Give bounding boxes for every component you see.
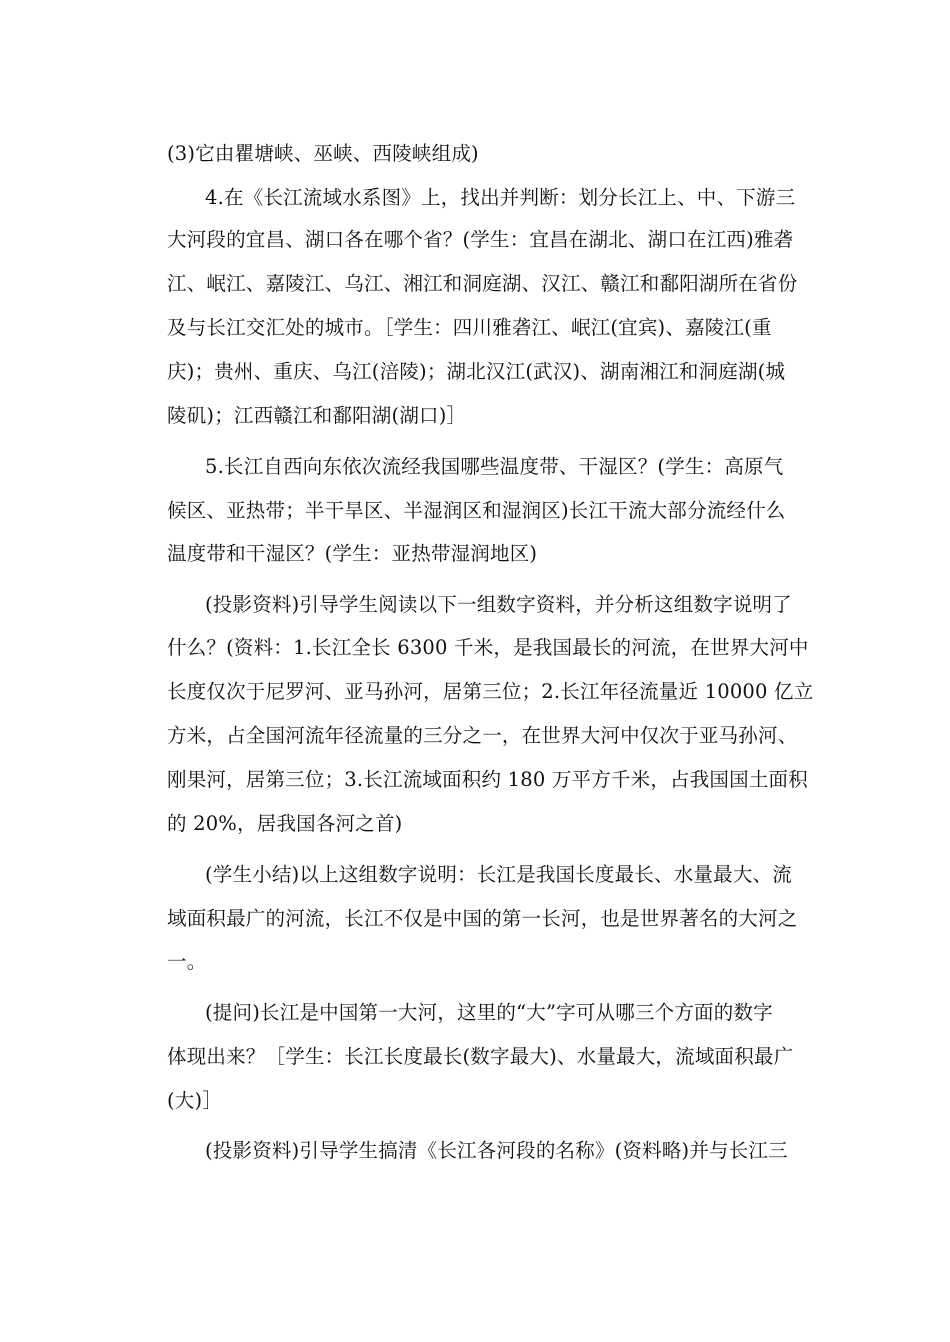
text-line-2: 4.在《长江流域水系图》上，找出并判断：划分长江上、中、下游三 xyxy=(205,186,796,209)
text-line-7: 陵矶)；江西赣江和鄱阳湖(湖口)］ xyxy=(167,404,467,427)
text-line-14: 方米，占全国河流年径流量的三分之一，在世界大河中仅次于亚马孙河、 xyxy=(167,724,798,747)
text-line-15: 刚果河，居第三位；3.长江流域面积约 180 万平方千米，占我国国土面积 xyxy=(167,768,808,791)
text-line-3: 大河段的宜昌、湖口各在哪个省？(学生：宜昌在湖北、湖口在江西)雅砻 xyxy=(167,228,794,251)
text-line-8: 5.长江自西向东依次流经我国哪些温度带、干湿区？(学生：高原气 xyxy=(205,455,784,478)
text-line-9: 候区、亚热带；半干旱区、半湿润区和湿润区)长江干流大部分流经什么 xyxy=(167,499,786,522)
text-line-13: 长度仅次于尼罗河、亚马孙河，居第三位；2.长江年径流量近 10000 亿立 xyxy=(167,680,814,703)
text-line-4: 江、岷江、嘉陵江、乌江、湘江和洞庭湖、汉江、赣江和鄱阳湖所在省份 xyxy=(167,272,798,295)
text-line-17: (学生小结)以上这组数字说明：长江是我国长度最长、水量最大、流 xyxy=(205,863,792,886)
text-line-18: 域面积最广的河流，长江不仅是中国的第一长河，也是世界著名的大河之 xyxy=(167,907,798,930)
text-line-23: (投影资料)引导学生搞清《长江各河段的名称》(资料略)并与长江三 xyxy=(205,1139,788,1162)
text-line-20: (提问)长江是中国第一大河，这里的“大”字可从哪三个方面的数字 xyxy=(205,1001,773,1024)
text-line-1: (3)它由瞿塘峡、巫峡、西陵峡组成) xyxy=(167,142,479,165)
text-line-6: 庆)；贵州、重庆、乌江(涪陵)；湖北汉江(武汉)、湖南湘江和洞庭湖(城 xyxy=(167,360,786,383)
text-line-22: (大)］ xyxy=(167,1089,223,1112)
text-line-16: 的 20%，居我国各河之首) xyxy=(167,812,403,835)
text-line-5: 及与长江交汇处的城市。［学生：四川雅砻江、岷江(宜宾)、嘉陵江(重 xyxy=(167,316,772,339)
text-line-12: 什么？(资料：1.长江全长 6300 千米，是我国最长的河流，在世界大河中 xyxy=(167,636,809,659)
text-line-19: 一。 xyxy=(167,950,207,973)
text-line-10: 温度带和干湿区？(学生：亚热带湿润地区) xyxy=(167,542,538,565)
text-line-11: (投影资料)引导学生阅读以下一组数字资料，并分析这组数字说明了 xyxy=(205,593,792,616)
text-line-21: 体现出来？［学生：长江长度最长(数字最大)、水量最大，流域面积最广 xyxy=(167,1045,794,1068)
